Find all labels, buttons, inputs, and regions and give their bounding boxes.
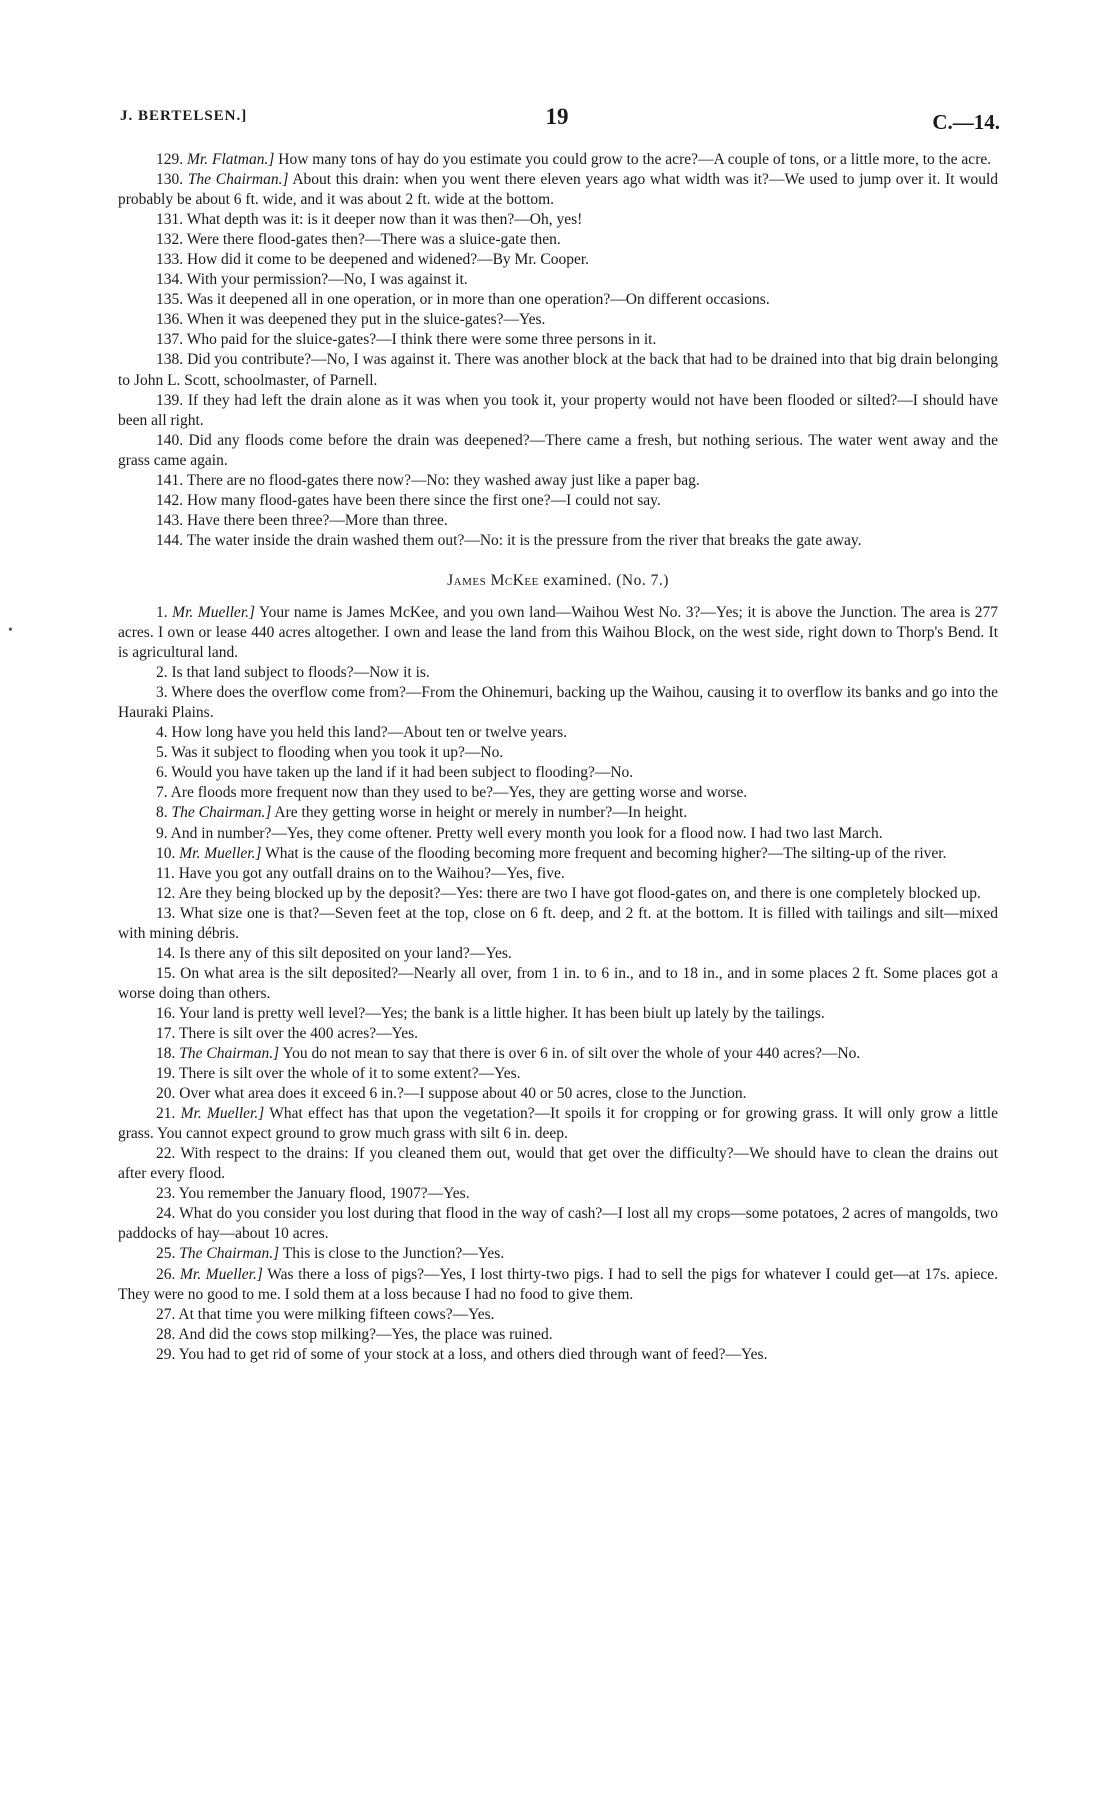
question-paragraph	[118, 864, 998, 884]
question-number: 5.	[156, 744, 168, 762]
question-paragraph	[118, 531, 998, 551]
question-paragraph	[118, 230, 998, 250]
question-number: 25.	[156, 1245, 176, 1263]
question-number: 17.	[156, 1024, 176, 1042]
question-text: Are they being blocked up by the deposit?—Yes: there are two I have got flood-gates on, and there is one completely blocked up.	[178, 884, 981, 902]
question-number: 137.	[156, 331, 184, 349]
question-text: Was it deepened all in one operation, or in more than one operation?—On different occasions.	[186, 291, 770, 309]
question-text: Your land is pretty well level?—Yes; the bank is a little higher. It has been biult up lately by the tailings.	[178, 1004, 825, 1022]
question-number: 139.	[156, 391, 184, 409]
speaker-name: Mr. Mueller.]	[179, 1265, 263, 1283]
question-paragraph	[118, 491, 998, 511]
question-text: About this drain: when you went there eleven years ago what width was it?—We used to jump over it. It would probably be about 6 ft. wide, and it was about 2 ft. wide at the bottom.	[118, 171, 999, 209]
question-number: 136.	[156, 311, 184, 329]
question-number: 18.	[156, 1045, 176, 1063]
question-paragraph	[118, 1325, 998, 1345]
question-paragraph	[118, 1144, 998, 1184]
question-number: 10.	[156, 844, 176, 862]
question-text: Your name is James McKee, and you own land—Waihou West No. 3?—Yes; it is above the Junction. The area is 277 acres. I own or lease 440 acres altogether. I own and lease the land from this Waihou Block, on the west side, right down to Thorp's Bend. It is agricultural land.	[118, 603, 999, 662]
question-paragraph	[118, 944, 998, 964]
question-text: And in number?—Yes, they come oftener. Pretty well every month you look for a flood now. I had two last March.	[170, 824, 883, 842]
question-paragraph	[118, 884, 998, 904]
question-text: Are floods more frequent now than they used to be?—Yes, they are getting worse and worse.	[170, 784, 748, 802]
question-paragraph	[118, 763, 998, 783]
question-number: 2.	[156, 664, 168, 682]
question-number: 23.	[156, 1185, 176, 1203]
question-number: 15.	[156, 964, 176, 982]
question-paragraph	[118, 904, 998, 944]
question-text: How long have you held this land?—About ten or twelve years.	[171, 724, 568, 742]
margin-mark: •	[8, 623, 13, 638]
question-paragraph	[118, 511, 998, 531]
question-number: 134.	[156, 271, 184, 289]
question-paragraph	[118, 803, 998, 823]
question-text: You remember the January flood, 1907?—Yes.	[178, 1185, 470, 1203]
question-paragraph	[118, 1084, 998, 1104]
question-number: 29.	[156, 1345, 176, 1363]
testimony-section-mckee	[118, 603, 998, 1365]
question-text: How many flood-gates have been there since the first one?—I could not say.	[187, 491, 661, 509]
question-paragraph	[118, 330, 998, 350]
question-number: 12.	[156, 884, 176, 902]
question-text: What do you consider you lost during that flood in the way of cash?—I lost all my crops—some potatoes, 2 acres of mangolds, two paddocks of hay—about 10 acres.	[118, 1205, 998, 1243]
question-number: 7.	[156, 784, 168, 802]
question-paragraph	[118, 1024, 998, 1044]
question-number: 138.	[156, 351, 184, 369]
question-number: 140.	[156, 431, 184, 449]
question-paragraph	[118, 471, 998, 491]
question-paragraph	[118, 150, 998, 170]
question-paragraph	[118, 1244, 998, 1264]
witness-heading-label: examined. (No. 7.)	[538, 571, 669, 589]
question-number: 3.	[156, 684, 168, 702]
question-text: There is silt over the 400 acres?—Yes.	[178, 1024, 419, 1042]
question-number: 28.	[156, 1325, 176, 1343]
question-text: On what area is the silt deposited?—Nearly all over, from 1 in. to 6 in., and to 18 in., and in some places 2 ft. Some places got a worse doing than others.	[118, 964, 999, 1002]
question-number: 143.	[156, 511, 184, 529]
question-text: Are they getting worse in height or merely in number?—In height.	[271, 804, 688, 822]
question-text: Was it subject to flooding when you took it up?—No.	[171, 744, 504, 762]
question-text: Is there any of this silt deposited on your land?—Yes.	[179, 944, 512, 962]
question-text: This is close to the Junction?—Yes.	[279, 1245, 505, 1263]
question-number: 6.	[156, 764, 168, 782]
question-text: At that time you were milking fifteen cows?—Yes.	[178, 1305, 495, 1323]
question-paragraph	[118, 250, 998, 270]
question-paragraph	[118, 743, 998, 763]
question-number: 131.	[156, 211, 184, 229]
question-paragraph	[118, 603, 998, 663]
question-number: 16.	[156, 1004, 176, 1022]
question-text: When it was deepened they put in the sluice-gates?—Yes.	[186, 311, 546, 329]
question-text: Over what area does it exceed 6 in.?—I suppose about 40 or 50 acres, close to the Junction.	[179, 1085, 747, 1103]
question-number: 141.	[156, 471, 184, 489]
page-number: 19	[545, 104, 569, 129]
question-number: 1.	[156, 603, 168, 621]
question-paragraph	[118, 1184, 998, 1204]
question-paragraph	[118, 1265, 998, 1305]
question-text: With your permission?—No, I was against it.	[186, 271, 468, 289]
testimony-section-bertelsen	[118, 150, 998, 551]
speaker-name: Mr. Mueller.]	[172, 603, 256, 621]
question-text: The water inside the drain washed them out?—No: it is the pressure from the river that breaks the gate away.	[186, 531, 862, 549]
question-paragraph	[118, 723, 998, 743]
document-body	[118, 150, 998, 1365]
question-number: 130.	[156, 171, 184, 189]
question-text: What effect has that upon the vegetation?—It spoils it for cropping or for growing grass. It will only grow a little grass. You cannot expect ground to grow much grass with silt 6 in. deep.	[118, 1105, 998, 1143]
question-text: Were there flood-gates then?—There was a sluice-gate then.	[186, 231, 561, 249]
question-text: Did any floods come before the drain was deepened?—There came a fresh, but nothing serious. The water went away and the grass came again.	[118, 431, 999, 469]
speaker-name: The Chairman.]	[187, 171, 289, 189]
question-text: Did you contribute?—No, I was against it. There was another block at the back that had to be drained into that big drain belonging to John L. Scott, schoolmaster, of Parnell.	[118, 351, 999, 389]
question-paragraph	[118, 170, 998, 210]
question-text: Have you got any outfall drains on to the Waihou?—Yes, five.	[178, 864, 565, 882]
witness-heading	[118, 571, 998, 591]
question-text: How many tons of hay do you estimate you could grow to the acre?—A couple of tons, or a little more, to the acre.	[274, 151, 992, 168]
question-paragraph	[118, 1345, 998, 1365]
question-paragraph	[118, 1064, 998, 1084]
speaker-name: Mr. Flatman.]	[187, 151, 275, 168]
question-number: 19.	[156, 1065, 176, 1083]
question-number: 4.	[156, 724, 168, 742]
question-text: If they had left the drain alone as it was when you took it, your property would not have been flooded or silted?—I should have been all right.	[118, 391, 999, 429]
speaker-name: The Chairman.]	[179, 1245, 280, 1263]
question-text: What is the cause of the flooding becoming more frequent and becoming higher?—The silting-up of the river.	[261, 844, 947, 862]
question-paragraph	[118, 844, 998, 864]
question-number: 9.	[156, 824, 168, 842]
question-paragraph	[118, 783, 998, 803]
speaker-name: Mr. Mueller.]	[180, 1105, 265, 1123]
question-text: There is silt over the whole of it to some extent?—Yes.	[178, 1065, 521, 1083]
question-text: With respect to the drains: If you cleaned them out, would that get over the difficulty?—We should have to clean the drains out after every flood.	[118, 1145, 998, 1183]
question-number: 20.	[156, 1085, 176, 1103]
speaker-name: The Chairman.]	[171, 804, 272, 822]
question-text: Where does the overflow come from?—From the Ohinemuri, backing up the Waihou, causing it to overflow its banks and go into the Hauraki Plains.	[118, 684, 998, 722]
question-text: And did the cows stop milking?—Yes, the place was ruined.	[178, 1325, 553, 1343]
question-paragraph	[118, 1044, 998, 1064]
question-paragraph	[118, 1204, 998, 1244]
document-reference: C.—14.	[932, 110, 1000, 134]
question-number: 14.	[156, 944, 176, 962]
question-text: Is that land subject to floods?—Now it is.	[171, 664, 430, 682]
question-number: 26.	[156, 1265, 176, 1283]
question-text: You had to get rid of some of your stock at a loss, and others died through want of feed?—Yes.	[178, 1345, 768, 1363]
question-text: You do not mean to say that there is over 6 in. of silt over the whole of your 440 acres?—No.	[279, 1045, 861, 1063]
question-number: 133.	[156, 251, 184, 269]
question-paragraph	[118, 683, 998, 723]
question-paragraph	[118, 210, 998, 230]
question-number: 144.	[156, 531, 184, 549]
question-paragraph	[118, 824, 998, 844]
question-number: 27.	[156, 1305, 176, 1323]
question-number: 24.	[156, 1205, 176, 1223]
question-number: 8.	[156, 804, 168, 822]
question-paragraph	[118, 663, 998, 683]
question-number: 22.	[156, 1145, 176, 1163]
question-number: 129.	[156, 151, 184, 168]
question-number: 13.	[156, 904, 176, 922]
question-paragraph	[118, 310, 998, 330]
question-text: Would you have taken up the land if it had been subject to flooding?—No.	[171, 764, 634, 782]
question-text: How did it come to be deepened and widened?—By Mr. Cooper.	[187, 251, 590, 269]
question-paragraph	[118, 1104, 998, 1144]
question-text: There are no flood-gates there now?—No: they washed away just like a paper bag.	[186, 471, 700, 489]
speaker-name: Mr. Mueller.]	[179, 844, 262, 862]
question-text: What size one is that?—Seven feet at the top, close on 6 ft. deep, and 2 ft. at the bottom. It is filled with tailings and silt—mixed with mining débris.	[118, 904, 998, 942]
question-number: 142.	[156, 491, 184, 509]
question-number: 132.	[156, 231, 184, 249]
running-head-left: J. BERTELSEN.]	[120, 108, 248, 124]
question-text: Have there been three?—More than three.	[187, 511, 448, 529]
witness-name: James McKee	[447, 571, 539, 589]
question-paragraph	[118, 1305, 998, 1325]
question-paragraph	[118, 391, 998, 431]
question-text: What depth was it: is it deeper now than it was then?—Oh, yes!	[186, 211, 583, 229]
question-number: 135.	[156, 291, 184, 309]
question-number: 11.	[156, 864, 175, 882]
question-paragraph	[118, 270, 998, 290]
question-text: Who paid for the sluice-gates?—I think there were some three persons in it.	[186, 331, 657, 349]
question-paragraph	[118, 431, 998, 471]
question-paragraph	[118, 350, 998, 390]
question-number: 21.	[156, 1105, 176, 1123]
question-paragraph	[118, 290, 998, 310]
question-paragraph	[118, 1004, 998, 1024]
speaker-name: The Chairman.]	[179, 1045, 280, 1063]
question-text: Was there a loss of pigs?—Yes, I lost thirty-two pigs. I had to sell the pigs for whatever I could get—at 17s. apiece. They were no good to me. I sold them at a loss because I had no food to give them.	[118, 1265, 999, 1303]
question-paragraph	[118, 964, 998, 1004]
